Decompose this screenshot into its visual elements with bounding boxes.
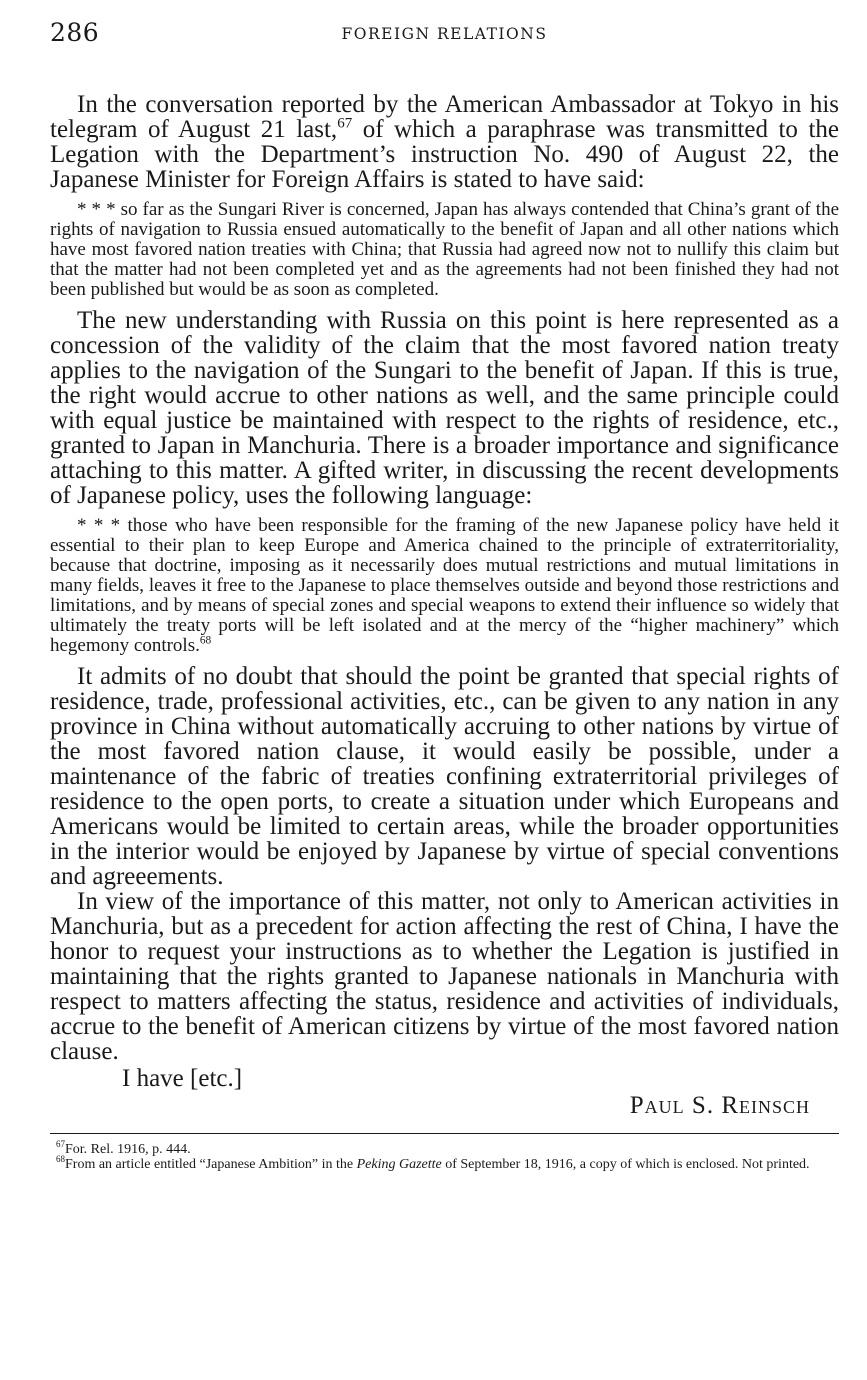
block-quote-2 bbox=[50, 516, 839, 656]
paragraph-1 bbox=[50, 92, 839, 192]
footnote-67 bbox=[50, 1139, 839, 1157]
footnotes bbox=[50, 1139, 839, 1172]
footnote-68-text-b: of September 18, 1916, a copy of which is enclosed. Not printed. bbox=[441, 1157, 810, 1172]
paragraph-3: It admits of no doubt that should the point be granted that special rights of residence, trade, professional activities, etc., can be given to any nation in any province in China without automatically accruing to other nations by virtue of the most favored nation clause, it would easily be possible, under a maintenance of the fabric of treaties confining extraterritorial privileges of residence to the open ports, to create a situation under which Europeans and Americans would be limited to certain areas, while the broader opportunities in the interior would be enjoyed by Japanese by virtue of special conventions and agreeements. bbox=[50, 663, 839, 890]
page-number: 286 bbox=[50, 18, 100, 47]
footnote-68-text-a: From an article entitled “Japanese Ambition” in the bbox=[65, 1157, 357, 1172]
footnote-68 bbox=[50, 1154, 839, 1172]
signature: Paul S. Reinsch bbox=[629, 1092, 810, 1119]
footnote-ref-67[interactable]: 67 bbox=[337, 115, 353, 132]
paragraph-1-text-b: of which a paraphrase was transmitted to the Legation with the Department’s instruction No. 490 of August 22, the Japanese Minister for Foreign Affairs is stated to have said: bbox=[50, 116, 839, 193]
running-head bbox=[50, 18, 839, 58]
closing-line: I have [etc.] bbox=[122, 1065, 243, 1092]
paragraph-4: In view of the importance of this matter, not only to American activities in Manchuria, but as a precedent for action affecting the rest of China, I have the honor to request your instructions as to whether the Legation is justified in maintaining that the rights granted to Japanese nationals in Manchuria with respect to matters affecting the status, residence and activities of individuals, accrue to the benefit of American citizens by virtue of the most favored nation clause. bbox=[50, 888, 839, 1065]
block-quote-1: * * * so far as the Sungari River is concerned, Japan has always contended that China’s grant of the rights of navigation to Russia ensued automatically to the benefit of Japan and all other nations which have most favored nation treaties with China; that Russia had agreed now not to nullify this claim but that the matter had not been completed yet and as the agreements had not been finished they had not been published but would be as soon as completed. bbox=[50, 199, 839, 300]
footnote-67-text: For. Rel. 1916, p. 444. bbox=[65, 1142, 191, 1157]
footnote-ref-68[interactable]: 68 bbox=[199, 634, 212, 647]
running-title: FOREIGN RELATIONS bbox=[341, 25, 548, 43]
paragraph-2: The new understanding with Russia on this point is here represented as a concession of the validity of the claim that the most favored nation treaty applies to the navigation of the Sungari to the benefit of Japan. If this is true, the right would accrue to other nations as well, and the same principle could with equal justice be maintained with respect to the rights of residence, etc., granted to Japan in Manchuria. There is a broader importance and significance attaching to this matter. A gifted writer, in discussing the recent developments of Japanese policy, uses the following language: bbox=[50, 307, 839, 509]
document-page bbox=[50, 18, 839, 1172]
paragraph-1-text-a: In the conversation reported by the American Ambassador at Tokyo in his telegram of August 21 last, bbox=[50, 91, 839, 143]
footnote-divider bbox=[50, 1133, 839, 1134]
block-quote-2-text: * * * those who have been responsible for the framing of the new Japanese policy have held it essential to their plan to keep Europe and America chained to the principle of extraterritoriality, because that doctrine, imposing as it necessarily does mutual restrictions and mutual limitations in many fields, leaves it free to the Japanese to place themselves outside and beyond those restrictions and limitations, and by means of special zones and special weapons to extend their influence so widely that ultimately the treaty ports will be left isolated and at the mercy of the “higher machinery” which hegemony controls. bbox=[50, 515, 839, 656]
footnote-68-publication-title: Peking Gazette bbox=[356, 1157, 442, 1172]
footnote-67-mark: 67 bbox=[56, 1139, 65, 1150]
footnote-68-mark: 68 bbox=[56, 1154, 65, 1165]
